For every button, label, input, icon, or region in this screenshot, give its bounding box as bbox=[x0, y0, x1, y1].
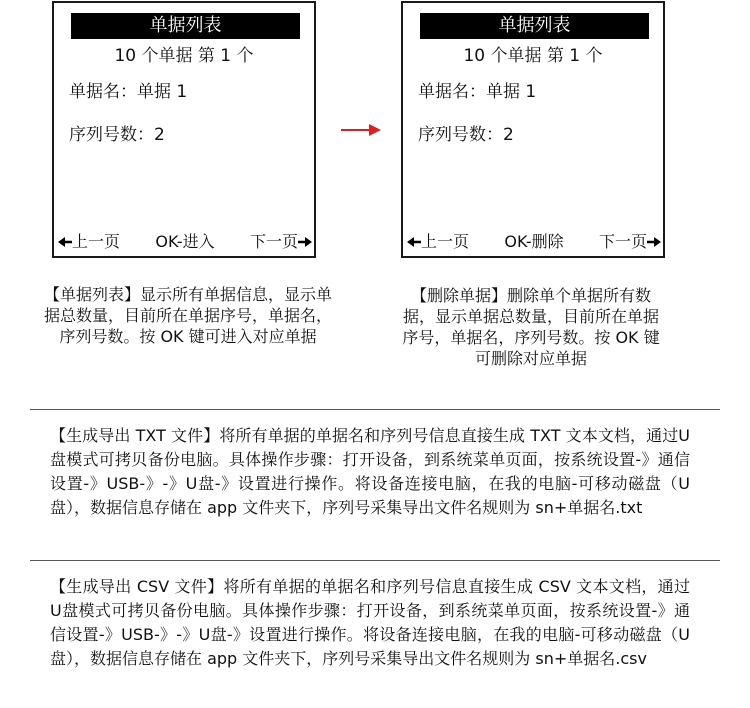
device-screen-delete bbox=[401, 1, 665, 258]
nav-bar bbox=[58, 231, 312, 253]
prev-page-label: 上一页 bbox=[421, 232, 470, 251]
caption-document-list: 【单据列表】显示所有单据信息，显示单据总数量，目前所在单据序号，单据名，序列号数。按 OK 键可进入对应单据 bbox=[43, 285, 332, 346]
right-arrow-icon bbox=[298, 237, 312, 247]
device-screen-list bbox=[52, 1, 316, 258]
paragraph-export-csv: 【生成导出 CSV 文件】将所有单据的单据名和序列号信息直接生成 CSV 文本文档，通过U盘模式可拷贝备份电脑。具体操作步骤：打开设备，到系统菜单页面，按系统设置-》通信设置-》USB-》-》U盘-》设置进行操作。将设备连接电脑，在我的电脑-可移动磁盘（U盘），数据信息存储在 app 文件夹下，序列号采集导出文件名规则为 sn+单据名.csv bbox=[50, 577, 690, 668]
transition-arrow-icon bbox=[341, 122, 383, 138]
prev-page-label: 上一页 bbox=[72, 232, 121, 251]
serial-count: 序列号数：2 bbox=[69, 125, 165, 145]
nav-bar bbox=[407, 231, 661, 253]
ok-enter-button[interactable]: OK-进入 bbox=[155, 232, 215, 251]
document-count: 10 个单据 第 1 个 bbox=[463, 46, 603, 66]
caption-delete-document: 【删除单据】删除单个单据所有数据，显示单据总数量，目前所在单据序号，单据名，序列号数。按 OK 键可删除对应单据 bbox=[402, 286, 660, 368]
right-arrow-icon bbox=[647, 237, 661, 247]
paragraph-export-txt: 【生成导出 TXT 文件】将所有单据的单据名和序列号信息直接生成 TXT 文本文档，通过U盘模式可拷贝备份电脑。具体操作步骤：打开设备，到系统菜单页面，按系统设置-》通信设置-》USB-》-》U盘-》设置进行操作。将设备连接电脑，在我的电脑-可移动磁盘（U盘），数据信息存储在 app 文件夹下，序列号采集导出文件名规则为 sn+单据名.txt bbox=[50, 426, 690, 517]
document-count: 10 个单据 第 1 个 bbox=[114, 46, 254, 66]
next-page-button[interactable] bbox=[250, 231, 312, 253]
next-page-label: 下一页 bbox=[249, 232, 298, 251]
screen-title: 单据列表 bbox=[71, 13, 300, 39]
ok-delete-button[interactable]: OK-删除 bbox=[504, 232, 564, 251]
next-page-label: 下一页 bbox=[598, 232, 647, 251]
serial-count: 序列号数：2 bbox=[418, 125, 514, 145]
document-name: 单据名：单据 1 bbox=[69, 82, 188, 102]
document-name: 单据名：单据 1 bbox=[418, 82, 537, 102]
divider bbox=[30, 409, 720, 410]
screen-title: 单据列表 bbox=[420, 13, 649, 39]
divider bbox=[30, 560, 720, 561]
next-page-button[interactable] bbox=[599, 231, 661, 253]
